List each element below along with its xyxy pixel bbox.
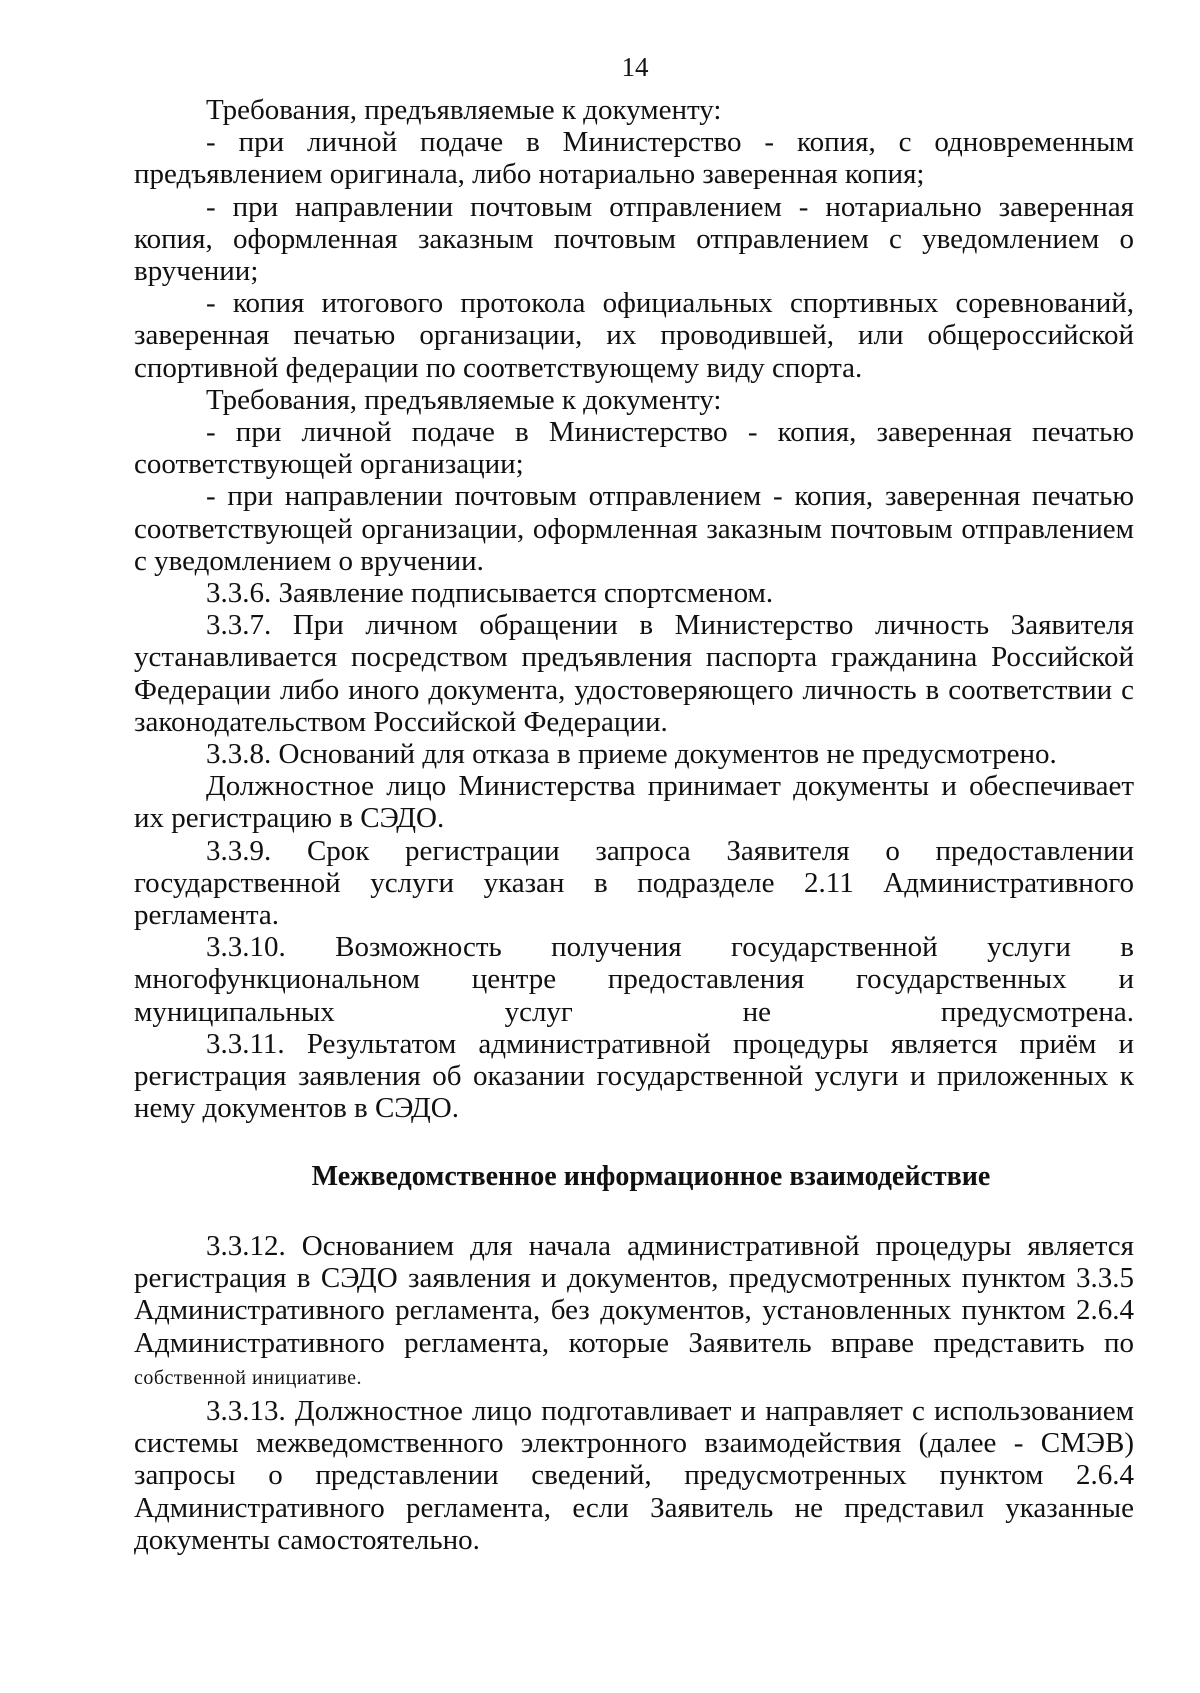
- section-heading: Межведомственное информационное взаимодействие: [311, 1160, 991, 1192]
- paragraph: 3.3.9. Срок регистрации запроса Заявителя о предоставлении государственной услуги указан в подразделе 2.11 Административного регламента.: [134, 834, 1134, 932]
- paragraph: 3.3.11. Результатом административной процедуры является приём и регистрация заявления об оказании государственной услуги и приложенных к нему документов в СЭДО.: [134, 1027, 1134, 1125]
- paragraph-3-3-12-tail: собственной инициативе.: [134, 1367, 363, 1390]
- document-body: [134, 94, 1134, 1557]
- paragraphs-before-heading: [134, 94, 1134, 1125]
- paragraph: - при личной подаче в Министерство - копия, заверенная печатью соответствующей организации;: [134, 416, 1134, 481]
- paragraph: Требования, предъявляемые к документу:: [206, 383, 722, 416]
- paragraphs-after-heading: [134, 1230, 1134, 1557]
- paragraph-3-3-12-main: 3.3.12. Основанием для начала административной процедуры является регистрация в СЭДО заявления и документов, предусмотренных пунктом 3.3.5 Административного регламента, без документов, установленных пунктом 2.6.4 Административного регламента, которые Заявитель вправе представить по: [134, 1229, 1134, 1359]
- paragraph: 3.3.10. Возможность получения государственной услуги в многофункциональном центре предоставления государственных и муниципальных услуг не предусмотрена.: [134, 931, 1134, 1028]
- paragraph: Требования, предъявляемые к документу:: [206, 94, 722, 126]
- paragraph: - при направлении почтовым отправлением - копия, заверенная печатью соответствующей организации, оформленная заказным почтовым отправлением с уведомлением о вручении.: [134, 480, 1134, 577]
- paragraph: 3.3.8. Оснований для отказа в приеме документов не предусмотрено.: [206, 738, 1057, 771]
- page-number: 14: [621, 52, 649, 82]
- paragraph: Должностное лицо Министерства принимает документы и обеспечивает их регистрацию в СЭДО.: [134, 770, 1134, 835]
- paragraph: 3.3.6. Заявление подписывается спортсменом.: [206, 577, 774, 610]
- paragraph: - копия итогового протокола официальных спортивных соревнований, заверенная печатью организации, их проводившей, или общероссийской спортивной федерации по соответствующему виду спорта.: [134, 287, 1134, 384]
- paragraph-3-3-13: 3.3.13. Должностное лицо подготавливает и направляет с использованием системы межведомственного электронного взаимодействия (далее - СМЭВ) запросы о представлении сведений, предусмотренных пунктом 2.6.4 Административного регламента, если Заявитель не представил указанные документы самостоятельно.: [134, 1394, 1134, 1557]
- paragraph: 3.3.7. При личном обращении в Министерство личность Заявителя устанавливается посредством предъявления паспорта гражданина Российской Федерации либо иного документа, удостоверяющего личность в соответствии с законодательством Российской Федерации.: [134, 609, 1134, 738]
- paragraph: - при личной подаче в Министерство - копия, с одновременным предъявлением оригинала, либо нотариально заверенная копия;: [134, 126, 1134, 191]
- paragraph: - при направлении почтовым отправлением - нотариально заверенная копия, оформленная заказным почтовым отправлением с уведомлением о вручении;: [134, 190, 1134, 288]
- paragraph-3-3-12: [134, 1230, 1134, 1395]
